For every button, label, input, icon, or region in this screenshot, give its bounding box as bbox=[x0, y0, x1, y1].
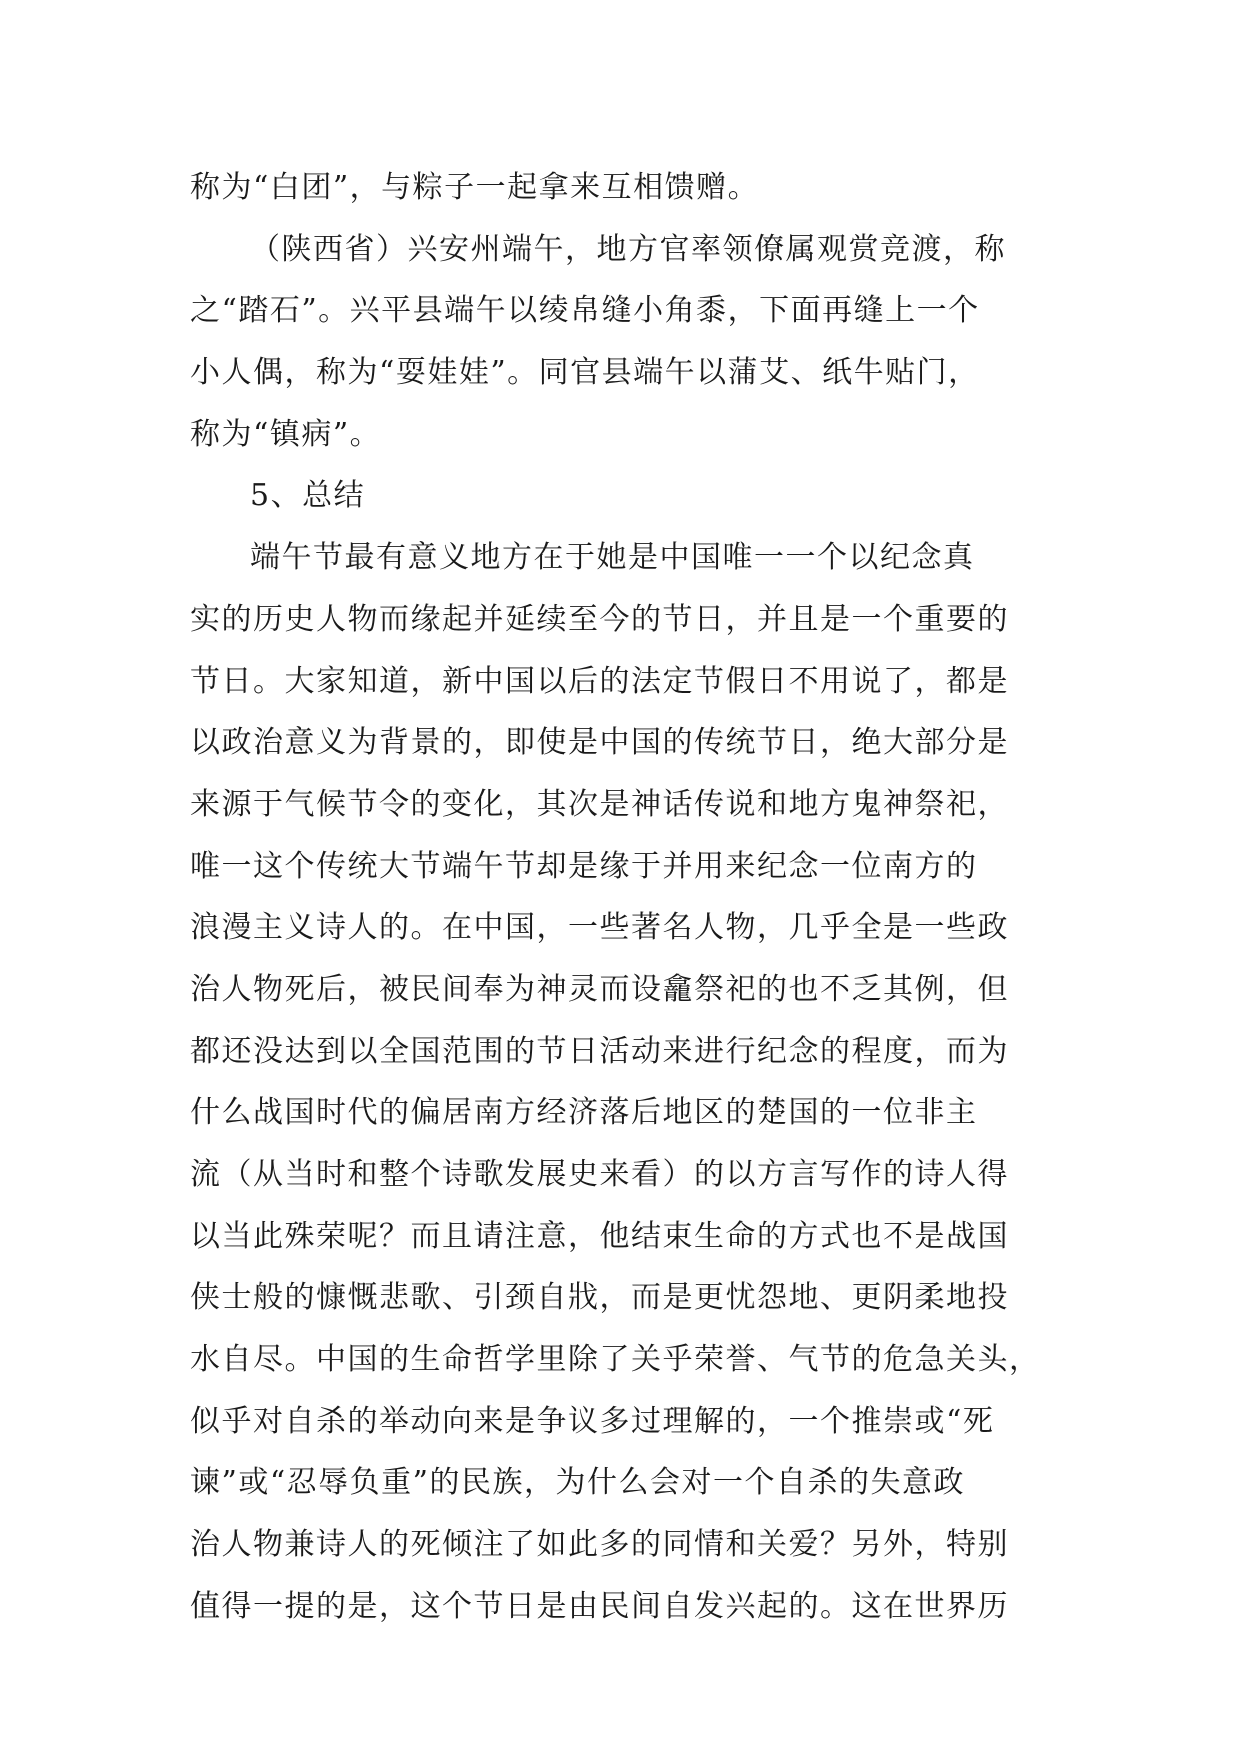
text-line: 来源于气候节令的变化，其次是神话传说和地方鬼神祭祀， bbox=[190, 786, 1009, 822]
text-line: 流（从当时和整个诗歌发展史来看）的以方言写作的诗人得 bbox=[190, 1157, 1009, 1192]
text-line: 浪漫主义诗人的。在中国，一些著名人物，几乎全是一些政 bbox=[190, 910, 1009, 946]
section-heading: 5、总结 bbox=[250, 478, 366, 514]
text-line: 似乎对自杀的举动向来是争议多过理解的，一个推崇或“死 bbox=[190, 1403, 995, 1439]
text-line: 治人物死后，被民间奉为神灵而设龕祭祀的也不乏其例，但 bbox=[190, 971, 1009, 1007]
text-line: 以政治意义为背景的，即使是中国的传统节日，绝大部分是 bbox=[190, 725, 1009, 761]
text-line: 节日。大家知道，新中国以后的法定节假日不用说了，都是 bbox=[190, 663, 1009, 699]
text-line: 值得一提的是，这个节日是由民间自发兴起的。这在世界历 bbox=[190, 1588, 1009, 1624]
text-line: 治人物兼诗人的死倾注了如此多的同情和关爱？另外，特别 bbox=[190, 1527, 1009, 1563]
text-line: 都还没达到以全国范围的节日活动来进行纪念的程度，而为 bbox=[190, 1033, 1009, 1069]
text-line: 水自尽。中国的生命哲学里除了关乎荣誉、气节的危急关头， bbox=[190, 1342, 1041, 1378]
text-line: 以当此殊荣呢？而且请注意，他结束生命的方式也不是战国 bbox=[190, 1218, 1009, 1254]
text-line: 之“踏石”。兴平县端午以绫帛缝小角黍，下面再缝上一个 bbox=[190, 293, 980, 329]
text-line: 谏”或“忍辱负重”的民族，为什么会对一个自杀的失意政 bbox=[190, 1465, 966, 1501]
text-line: 称为“白团”，与粽子一起拿来互相馈赠。 bbox=[190, 170, 760, 205]
text-line: 端午节最有意义地方在于她是中国唯一一个以纪念真 bbox=[250, 540, 975, 576]
text-line: 什么战国时代的偏居南方经济落后地区的楚国的一位非主 bbox=[190, 1095, 978, 1131]
text-line: 小人偶，称为“耍娃娃”。同官县端午以蒲艾、纸牛贴门， bbox=[190, 355, 980, 391]
text-line: 侠士般的慷慨悲歌、引颈自戕，而是更忧怨地、更阴柔地投 bbox=[190, 1280, 1009, 1316]
text-line: 唯一这个传统大节端午节却是缘于并用来纪念一位南方的 bbox=[190, 848, 978, 884]
body-text bbox=[190, 157, 1060, 1638]
text-line: 实的历史人物而缘起并延续至今的节日，并且是一个重要的 bbox=[190, 601, 1009, 637]
text-line: （陕西省）兴安州端午，地方官率领僚属观赏竞渡，称 bbox=[250, 231, 1006, 267]
text-line: 称为“镇病”。 bbox=[190, 416, 382, 452]
